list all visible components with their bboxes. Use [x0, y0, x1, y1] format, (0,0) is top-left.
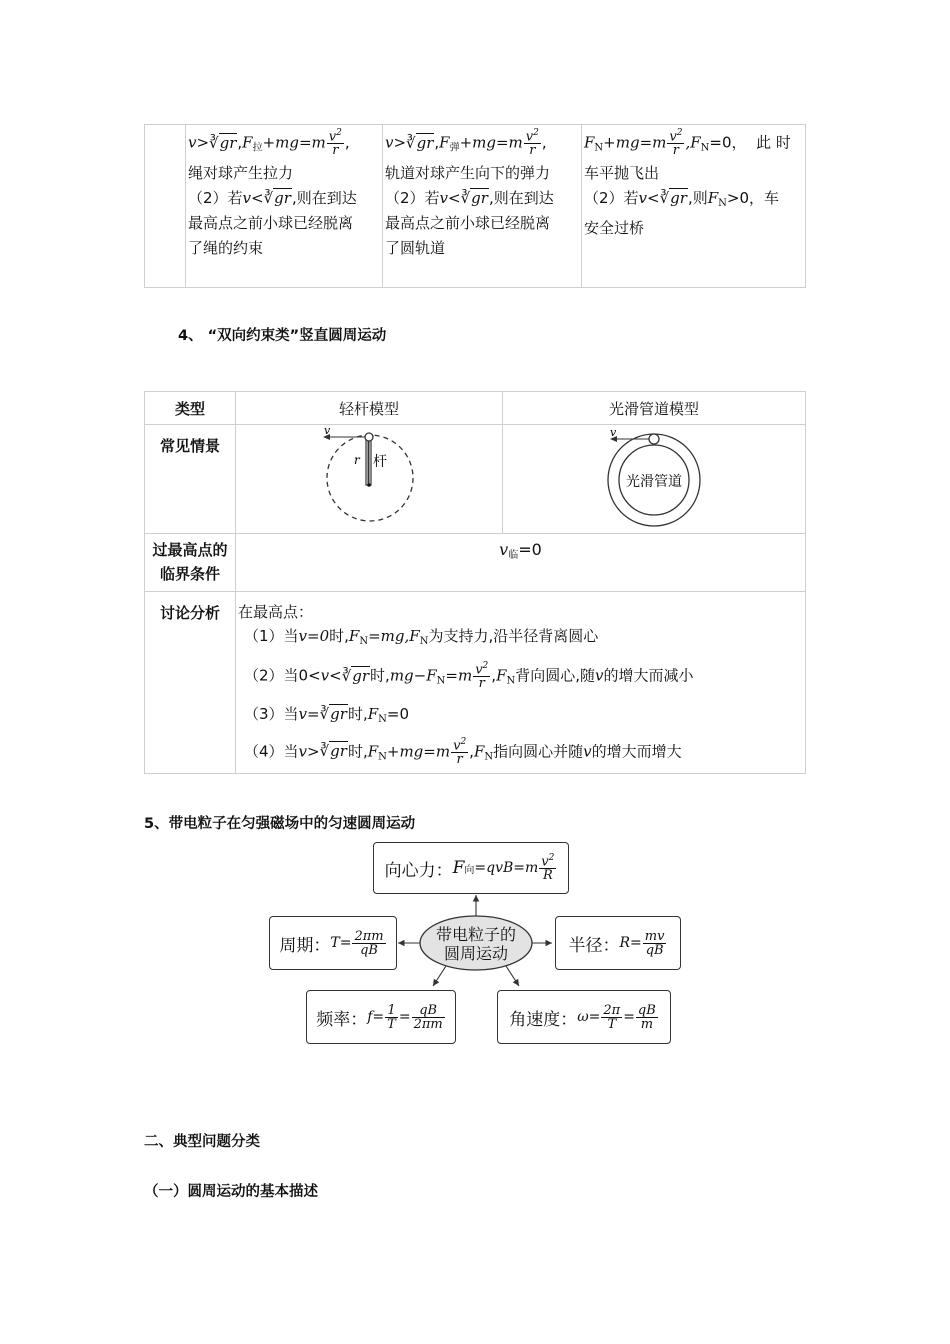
section-4-heading: 4、 “双向约束类”竖直圆周运动: [178, 328, 387, 344]
radius-box: 半径： R= $\frac{mv}{qB}$: [555, 916, 681, 970]
rod-model-header: 轻杆模型: [236, 392, 503, 425]
pipe-label: 光滑管道: [626, 474, 682, 490]
root-sign-icon: ∛gr: [209, 133, 237, 152]
section-two-heading: 二、典型问题分类: [144, 1134, 260, 1150]
centripetal-force-box: 向心力： F 向 =qvB=m $\frac{v^2}{R}$: [373, 842, 569, 894]
radius-label: r: [354, 453, 360, 467]
discuss-item-2: （2）当0<v<∛gr时$,mg-F_N=m$ $\frac{v^2}{r}$ $,F_N$背向圆心,随v的增大而减小: [244, 661, 694, 692]
bridge-text-4: 安全过桥: [584, 218, 645, 237]
rope-text-4: 了绳的约束: [188, 238, 264, 257]
track-text-4: 了圆轨道: [385, 238, 446, 257]
angular-velocity-box: 角速度： ω= $\frac{2\pi}{T}$ = $\frac{qB}{m}$: [497, 990, 671, 1044]
track-text-1: 轨道对球产生向下的弹力: [385, 163, 551, 182]
scene-label: 常见情景: [145, 425, 236, 534]
discuss-intro: 在最高点：: [238, 603, 314, 621]
top-table-track-cell: $v>∛gr,F_弹+mg=m$ $\frac{v^2}{r}$ , 轨道对球产生向下的弹力 （2）若v<∛gr,则在到达 最高点之前小球已经脱离 了圆轨道: [383, 125, 582, 288]
frequency-box: 频率： f= $\frac{1}{T}$ = $\frac{qB}{2\pi m}$: [306, 990, 456, 1044]
track-text-3: 最高点之前小球已经脱离: [385, 213, 551, 232]
rod-label: 杆: [373, 454, 387, 470]
top-table-bridge-cell: $F_N+mg=m$ $\frac{v^2}{r}$ $,F_N=0$， 此 时 车平抛飞出 （2）若v<∛gr,则$F_N>0$，车 安全过桥: [582, 125, 806, 288]
type-header: 类型: [145, 392, 236, 425]
period-box: 周期： T= $\frac{2\pi m}{qB}$: [269, 916, 397, 970]
velocity-label: v: [324, 426, 331, 437]
rope-text-3: 最高点之前小球已经脱离: [188, 213, 354, 232]
pipe-velocity-label: v: [610, 426, 617, 439]
pipe-model-header: 光滑管道模型: [503, 392, 806, 425]
discuss-item-4: （4）当v>∛gr时$,F_N+mg=m$ $\frac{v^2}{r}$ $,F_N$指向圆心并随v的增大而增大: [244, 736, 682, 767]
discuss-label: 讨论分析: [145, 592, 236, 774]
critical-label: 过最高点的 临界条件: [145, 534, 236, 592]
bridge-text-2: 车平抛飞出: [584, 163, 660, 182]
critical-condition: $v_临=0$: [236, 534, 806, 592]
mindmap-center: 带电粒子的 圆周运动: [435, 925, 516, 963]
section-two-one-heading: （一）圆周运动的基本描述: [144, 1184, 318, 1200]
discuss-item-3: （3）当v=∛gr时$,F_N=0$: [244, 704, 410, 725]
section-5-heading: 5、带电粒子在匀强磁场中的匀速圆周运动: [144, 816, 416, 832]
rope-text-1: 绳对球产生拉力: [188, 163, 294, 182]
top-table-rope-cell: $v>∛gr,F_拉+mg=m$ $\frac{v^2}{r}$ , 绳对球产生拉力 （2）若v<∛gr,则在到达 最高点之前小球已经脱离 了绳的约束: [186, 125, 383, 288]
discuss-item-1: （1）当v=0时$,F_N=mg,F_N$为支持力,沿半径背离圆心: [244, 627, 599, 647]
